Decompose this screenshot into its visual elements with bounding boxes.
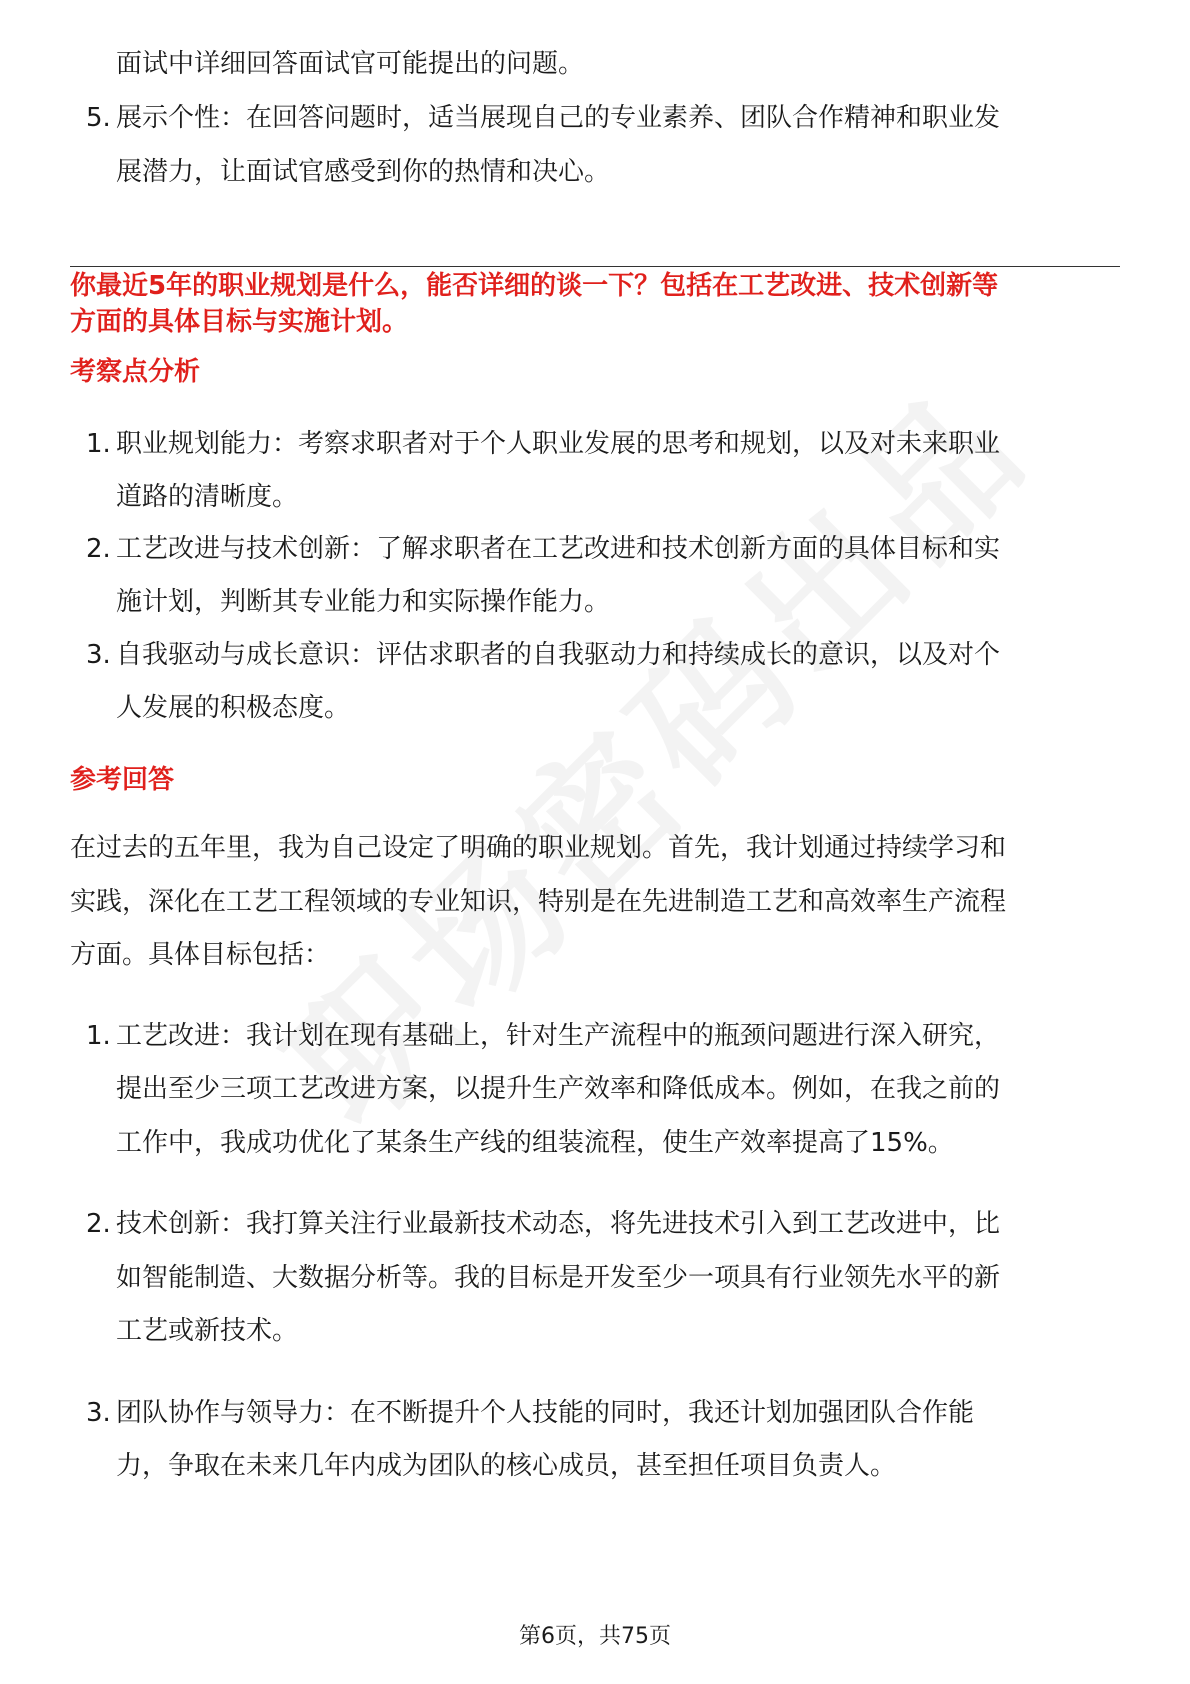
list-item-line: 工艺改进：我计划在现有基础上，针对生产流程中的瓶颈问题进行深入研究， — [116, 1021, 1001, 1051]
list-item-line: 人发展的积极态度。 — [116, 693, 351, 723]
list-number: 3. — [86, 640, 111, 670]
list-number: 2. — [86, 534, 111, 564]
list-number: 5. — [86, 103, 111, 133]
list-item-line: 技术创新：我打算关注行业最新技术动态，将先进技术引入到工艺改进中，比 — [116, 1209, 1001, 1239]
list-item-line: 工作中，我成功优化了某条生产线的组装流程，使生产效率提高了15%。 — [116, 1128, 954, 1158]
list-item-line: 团队协作与领导力：在不断提升个人技能的同时，我还计划加强团队合作能 — [116, 1398, 975, 1428]
paragraph-line: 方面。具体目标包括： — [70, 940, 331, 970]
continued-text: 面试中详细回答面试官可能提出的问题。 — [116, 49, 585, 79]
list-item-line: 工艺改进与技术创新：了解求职者在工艺改进和技术创新方面的具体目标和实 — [116, 534, 1001, 564]
question-title: 方面的具体目标与实施计划。 — [70, 307, 409, 337]
divider — [70, 266, 1120, 267]
list-item-line: 展示个性：在回答问题时，适当展现自己的专业素养、团队合作精神和职业发 — [116, 103, 1001, 133]
list-item-line: 力，争取在未来几年内成为团队的核心成员，甚至担任项目负责人。 — [116, 1451, 897, 1481]
section-heading-analysis: 考察点分析 — [70, 357, 201, 387]
list-number: 3. — [86, 1398, 111, 1428]
page-footer: 第6页，共75页 — [519, 1624, 671, 1649]
paragraph-line: 在过去的五年里，我为自己设定了明确的职业规划。首先，我计划通过持续学习和 — [70, 833, 1007, 863]
paragraph-line: 实践，深化在工艺工程领域的专业知识，特别是在先进制造工艺和高效率生产流程 — [70, 887, 1007, 917]
list-number: 1. — [86, 429, 111, 459]
list-item-line: 施计划，判断其专业能力和实际操作能力。 — [116, 587, 611, 617]
list-item-line: 道路的清晰度。 — [116, 482, 299, 512]
question-title: 你最近5年的职业规划是什么，能否详细的谈一下？包括在工艺改进、技术创新等 — [70, 271, 999, 301]
list-item-line: 如智能制造、大数据分析等。我的目标是开发至少一项具有行业领先水平的新 — [116, 1263, 1001, 1293]
list-item-line: 工艺或新技术。 — [116, 1316, 299, 1346]
list-item-line: 展潜力，让面试官感受到你的热情和决心。 — [116, 157, 611, 187]
list-number: 1. — [86, 1021, 111, 1051]
list-item-line: 提出至少三项工艺改进方案，以提升生产效率和降低成本。例如，在我之前的 — [116, 1074, 1001, 1104]
list-item-line: 职业规划能力：考察求职者对于个人职业发展的思考和规划，以及对未来职业 — [116, 429, 1001, 459]
list-item-line: 自我驱动与成长意识：评估求职者的自我驱动力和持续成长的意识，以及对个 — [116, 640, 1001, 670]
section-heading-answer: 参考回答 — [70, 765, 175, 795]
list-number: 2. — [86, 1209, 111, 1239]
